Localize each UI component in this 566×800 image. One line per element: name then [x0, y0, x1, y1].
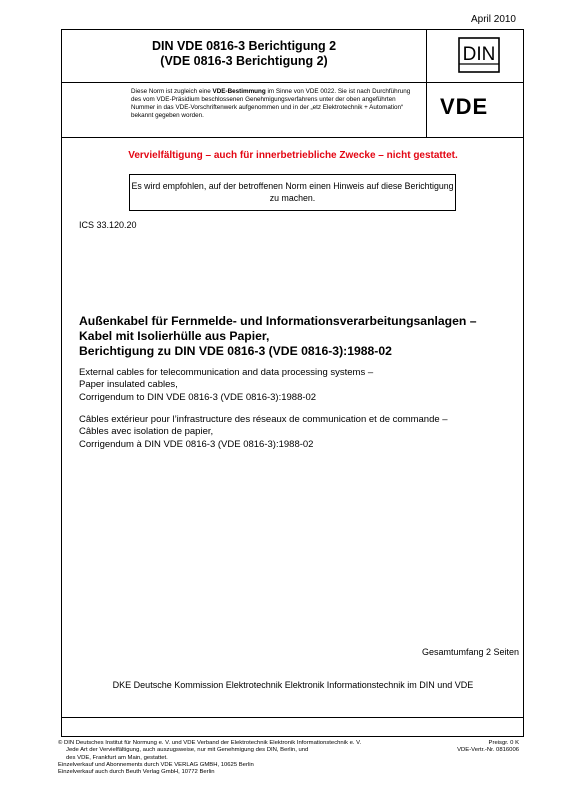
din-logo-text: DIN: [462, 44, 496, 65]
price-group: Preisgr. 0 K: [488, 740, 519, 746]
publication-date: April 2010: [470, 14, 516, 25]
footer-price: [457, 740, 519, 755]
document-title-line-2: (VDE 0816-3 Berichtigung 2): [160, 54, 328, 68]
vde-determination-note: [62, 83, 427, 138]
title-german-line-3: Berichtigung zu DIN VDE 0816-3 (VDE 0816-3):1988-02: [79, 344, 392, 358]
total-pages: Gesamtumfang 2 Seiten: [421, 647, 519, 657]
title-french: [79, 414, 519, 451]
title-french-line-1: Câbles extérieur pour l’infrastructure des réseaux de communication et de commande –: [79, 414, 448, 425]
vde-order-number: VDE-Vertr.-Nr. 0816006: [457, 747, 519, 754]
title-english-line-2: Paper insulated cables,: [79, 379, 178, 391]
ics-code: ICS 33.120.20: [79, 220, 137, 230]
title-german-line-1: Außenkabel für Fernmelde- und Informationsverarbeitungsanlagen –: [79, 314, 477, 328]
title-english: [79, 367, 519, 404]
reproduction-warning: Vervielfältigung – auch für innerbetriebliche Zwecke – nicht gestattet.: [128, 150, 458, 161]
din-logo: [458, 37, 500, 73]
sales-line-1: Einzelverkauf und Abonnements durch VDE VERLAG GMBH, 10625 Berlin: [58, 761, 254, 768]
note-prefix: Diese Norm ist zugleich eine: [131, 88, 213, 95]
vde-logo: VDE: [440, 94, 489, 119]
title-english-line-1: External cables for telecommunication and data processing systems –: [79, 367, 374, 378]
title-german-line-2: Kabel mit Isolierhülle aus Papier,: [79, 329, 270, 343]
title-french-line-3: Corrigendum à DIN VDE 0816-3 (VDE 0816-3):1988-02: [79, 438, 314, 450]
copyright-line-3: des VDE, Frankfurt am Main, gestattet.: [66, 754, 168, 761]
dke-line: DKE Deutsche Kommission Elektrotechnik Elektronik Informationstechnik im DIN und VDE: [112, 680, 474, 690]
note-rest: im Sinne von VDE 0022. Sie ist nach Durchführung des vom VDE-Präsidium beschlossenen Genehmigungsverfahrens unter der oben angeführten Nummer in das VDE-Vorschriftenwerk aufgenommen und in der „etz Elektrotechnik + Automation“ bekannt gegeben worden.: [131, 88, 411, 119]
document-title: [62, 30, 427, 83]
footer-copyright: [58, 740, 438, 776]
document-title-line-1: DIN VDE 0816-3 Berichtigung 2: [151, 39, 337, 53]
note-bold: VDE-Bestimmung: [212, 88, 266, 95]
title-french-line-2: Câbles avec isolation de papier,: [79, 426, 214, 438]
sales-line-2: Einzelverkauf auch durch Beuth Verlag GmbH, 10772 Berlin: [58, 769, 215, 776]
footer-divider: [62, 717, 524, 718]
copyright-line-2: Jede Art der Vervielfältigung, auch auszugsweise, nur mit Genehmigung des DIN, Berlin, und: [66, 747, 309, 754]
title-german: [79, 314, 519, 359]
title-english-line-3: Corrigendum to DIN VDE 0816-3 (VDE 0816-3):1988-02: [79, 391, 317, 403]
copyright-line-1: © DIN Deutsches Institut für Normung e. V. und VDE Verband der Elektrotechnik Elektronik Informationstechnik e. V.: [58, 740, 362, 746]
recommendation-box: Es wird empfohlen, auf der betroffenen Norm einen Hinweis auf diese Berichtigung zu machen.: [129, 174, 456, 211]
